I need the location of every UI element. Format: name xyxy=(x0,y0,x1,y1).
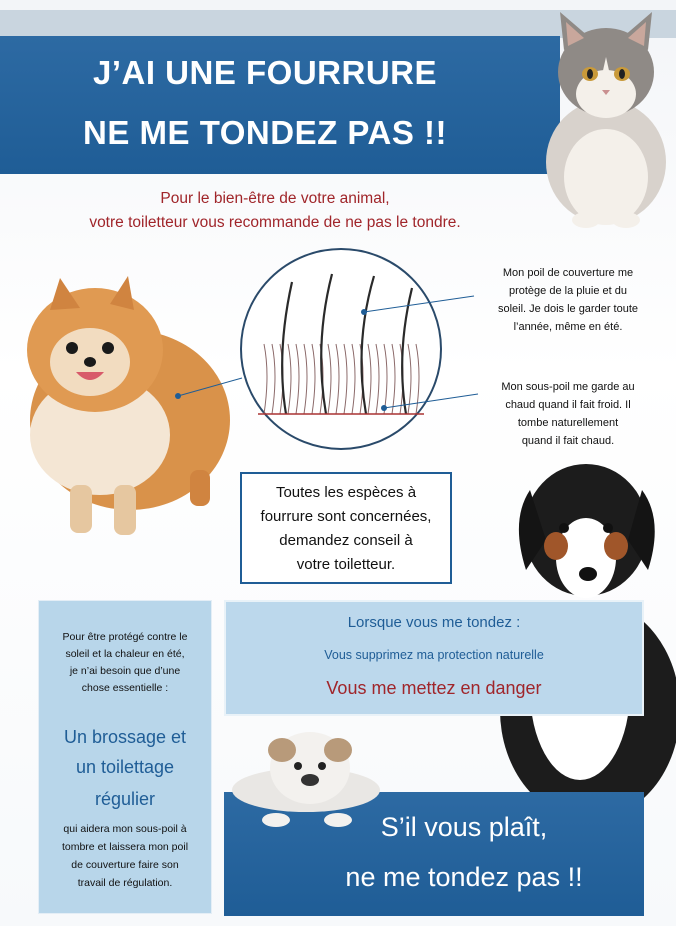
hair-diagram xyxy=(236,244,446,454)
pomeranian-illustration xyxy=(10,270,236,540)
undercoat-note-line: quand il fait chaud. xyxy=(521,435,615,447)
species-line: votre toiletteur. xyxy=(296,556,396,573)
care-intro-line: Pour être protégé contre le xyxy=(62,631,188,643)
undercoat-note-line: tombe naturellement xyxy=(517,417,619,429)
undercoat-note-line: Mon sous-poil me garde au xyxy=(501,381,635,393)
plea-line-1: S’il vous plaît, xyxy=(380,812,548,842)
topcoat-note xyxy=(468,264,668,336)
warning-heading: Lorsque vous me tondez : xyxy=(347,614,521,631)
undercoat-note-line: chaud quand il fait froid. Il xyxy=(505,399,631,411)
title-line-1: J’AI UNE FOURRURE xyxy=(92,54,438,91)
plea-line-2: ne me tondez pas !! xyxy=(345,862,583,892)
cat-illustration xyxy=(530,2,676,232)
species-box xyxy=(240,472,452,584)
care-outro-line: tombre et laissera mon poil xyxy=(61,841,189,853)
title-banner xyxy=(0,36,560,174)
topcoat-note-line: Mon poil de couverture me xyxy=(502,267,634,279)
care-advice-panel xyxy=(38,600,212,914)
care-intro-line: chose essentielle : xyxy=(81,682,169,694)
care-highlight-line: Un brossage et xyxy=(63,727,187,747)
care-highlight-line: un toilettage xyxy=(75,757,175,777)
care-outro-line: de couverture faire son xyxy=(71,859,179,871)
topcoat-note-line: l’année, même en été. xyxy=(513,321,623,333)
warning-detail: Vous supprimez ma protection naturelle xyxy=(324,648,544,662)
care-intro-line: je n’ai besoin que d’une xyxy=(69,665,181,677)
topcoat-note-line: protège de la pluie et du xyxy=(508,285,628,297)
species-line: demandez conseil à xyxy=(279,532,413,549)
care-outro-line: qui aidera mon sous-poil à xyxy=(63,823,187,835)
title-line-2: NE ME TONDEZ PAS !! xyxy=(83,114,447,151)
bulldog-puppy-illustration xyxy=(226,728,396,828)
shaving-warning-panel xyxy=(224,600,644,716)
intro-line-2: votre toiletteur vous recommande de ne pas le tondre. xyxy=(89,214,461,231)
topcoat-note-line: soleil. Je dois le garder toute xyxy=(497,303,639,315)
warning-danger: Vous me mettez en danger xyxy=(326,678,542,698)
care-outro-line: travail de régulation. xyxy=(77,877,173,889)
undercoat-note xyxy=(468,378,668,450)
species-line: fourrure sont concernées, xyxy=(260,508,432,525)
care-intro-line: soleil et la chaleur en été, xyxy=(65,648,185,660)
care-highlight-line: régulier xyxy=(94,789,156,809)
intro-line-1: Pour le bien-être de votre animal, xyxy=(160,190,390,207)
species-line: Toutes les espèces à xyxy=(275,484,417,501)
